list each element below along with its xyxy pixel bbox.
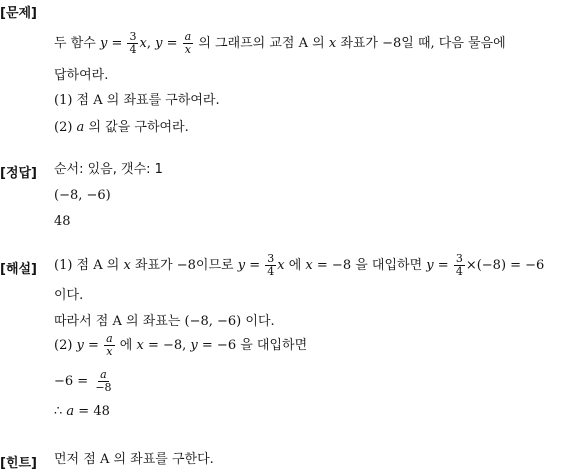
fraction-denominator: x xyxy=(184,43,192,56)
math-eq: = xyxy=(107,36,127,51)
math-var: a xyxy=(66,404,75,419)
solution-line-4 xyxy=(54,332,307,360)
solution-text: ×(−8) = −6 xyxy=(465,258,545,273)
solution-text: (1) 점 A 의 xyxy=(54,258,124,273)
problem-tag: [문제] xyxy=(0,6,37,21)
solution-text: = −8, xyxy=(143,338,191,353)
problem-line-1 xyxy=(54,30,506,58)
solution-line-6 xyxy=(54,404,110,420)
fraction-3-4 xyxy=(265,253,276,278)
fraction-3-4 xyxy=(454,253,465,278)
math-var: y xyxy=(426,258,434,273)
solution-text: = −8 을 대입하면 xyxy=(312,258,427,273)
math-var: x xyxy=(123,258,131,273)
fraction-denominator: −8 xyxy=(95,381,112,394)
solution-text: 좌표가 −8이므로 xyxy=(130,258,238,273)
hint-tag: [힌트] xyxy=(0,456,37,471)
fraction-numerator: 3 xyxy=(129,30,137,43)
math-var: y xyxy=(76,338,84,353)
fraction-numerator: a xyxy=(184,30,192,43)
solution-line-2: 이다. xyxy=(54,288,84,303)
math-var: x xyxy=(139,36,147,51)
math-eq: = xyxy=(83,338,104,353)
fraction-numerator: a xyxy=(106,332,113,345)
math-var: y xyxy=(237,258,246,273)
fraction-a-x xyxy=(183,31,194,56)
solution-line-1 xyxy=(54,252,544,280)
question-1: (1) 점 A 의 좌표를 구하여라. xyxy=(54,93,220,108)
math-var: x xyxy=(277,258,285,273)
solution-text: = −6 을 대입하면 xyxy=(197,338,308,353)
fraction-denominator: 4 xyxy=(129,43,137,56)
math-var: y xyxy=(190,338,198,353)
math-sep: , xyxy=(146,36,156,51)
fraction-a-x xyxy=(104,333,115,358)
math-eq: = xyxy=(162,36,182,51)
fraction-denominator: 4 xyxy=(267,265,275,278)
solution-text: = 48 xyxy=(74,404,110,419)
answer-value: 48 xyxy=(54,214,71,229)
fraction-a-neg8 xyxy=(93,369,113,394)
solution-text: 에 xyxy=(115,338,137,353)
solution-line-5 xyxy=(54,368,115,396)
fraction-numerator: 3 xyxy=(455,252,463,265)
hint-text: 먼저 점 A 의 좌표를 구한다. xyxy=(54,452,214,467)
question-2 xyxy=(54,120,189,136)
problem-line-2: 답하여라. xyxy=(54,68,109,83)
solution-tag: [해설] xyxy=(0,262,37,277)
fraction-numerator: a xyxy=(100,368,107,381)
math-var: x xyxy=(328,36,337,51)
question-text: (2) xyxy=(54,120,77,135)
math-var: y xyxy=(99,36,108,51)
answer-tag: [정답] xyxy=(0,166,37,181)
therefore-symbol: ∴ xyxy=(54,404,67,419)
math-eq: = xyxy=(245,258,265,273)
question-text: 의 값을 구하여라. xyxy=(84,120,189,135)
math-var: y xyxy=(155,36,163,51)
solution-text: (2) xyxy=(54,338,77,353)
fraction-numerator: 3 xyxy=(267,252,275,265)
math-var: a xyxy=(76,120,85,135)
math-var: x xyxy=(305,258,313,273)
fraction-denominator: 4 xyxy=(455,265,463,278)
math-eq: = xyxy=(433,258,453,273)
answer-order-count: 순서: 있음, 갯수: 1 xyxy=(54,162,163,177)
math-var: x xyxy=(136,338,144,353)
solution-line-3: 따라서 점 A 의 좌표는 (−8, −6) 이다. xyxy=(54,314,275,329)
problem-text: 좌표가 −8일 때, 다음 물음에 xyxy=(336,36,506,51)
problem-text: 의 그래프의 교점 A 의 xyxy=(194,36,329,51)
fraction-3-4 xyxy=(127,31,138,56)
fraction-denominator: x xyxy=(106,345,113,358)
solution-text: 에 xyxy=(284,258,306,273)
problem-text: 두 함수 xyxy=(54,36,100,51)
answer-coordinate: (−8, −6) xyxy=(54,188,111,203)
solution-text: −6 = xyxy=(54,374,93,389)
